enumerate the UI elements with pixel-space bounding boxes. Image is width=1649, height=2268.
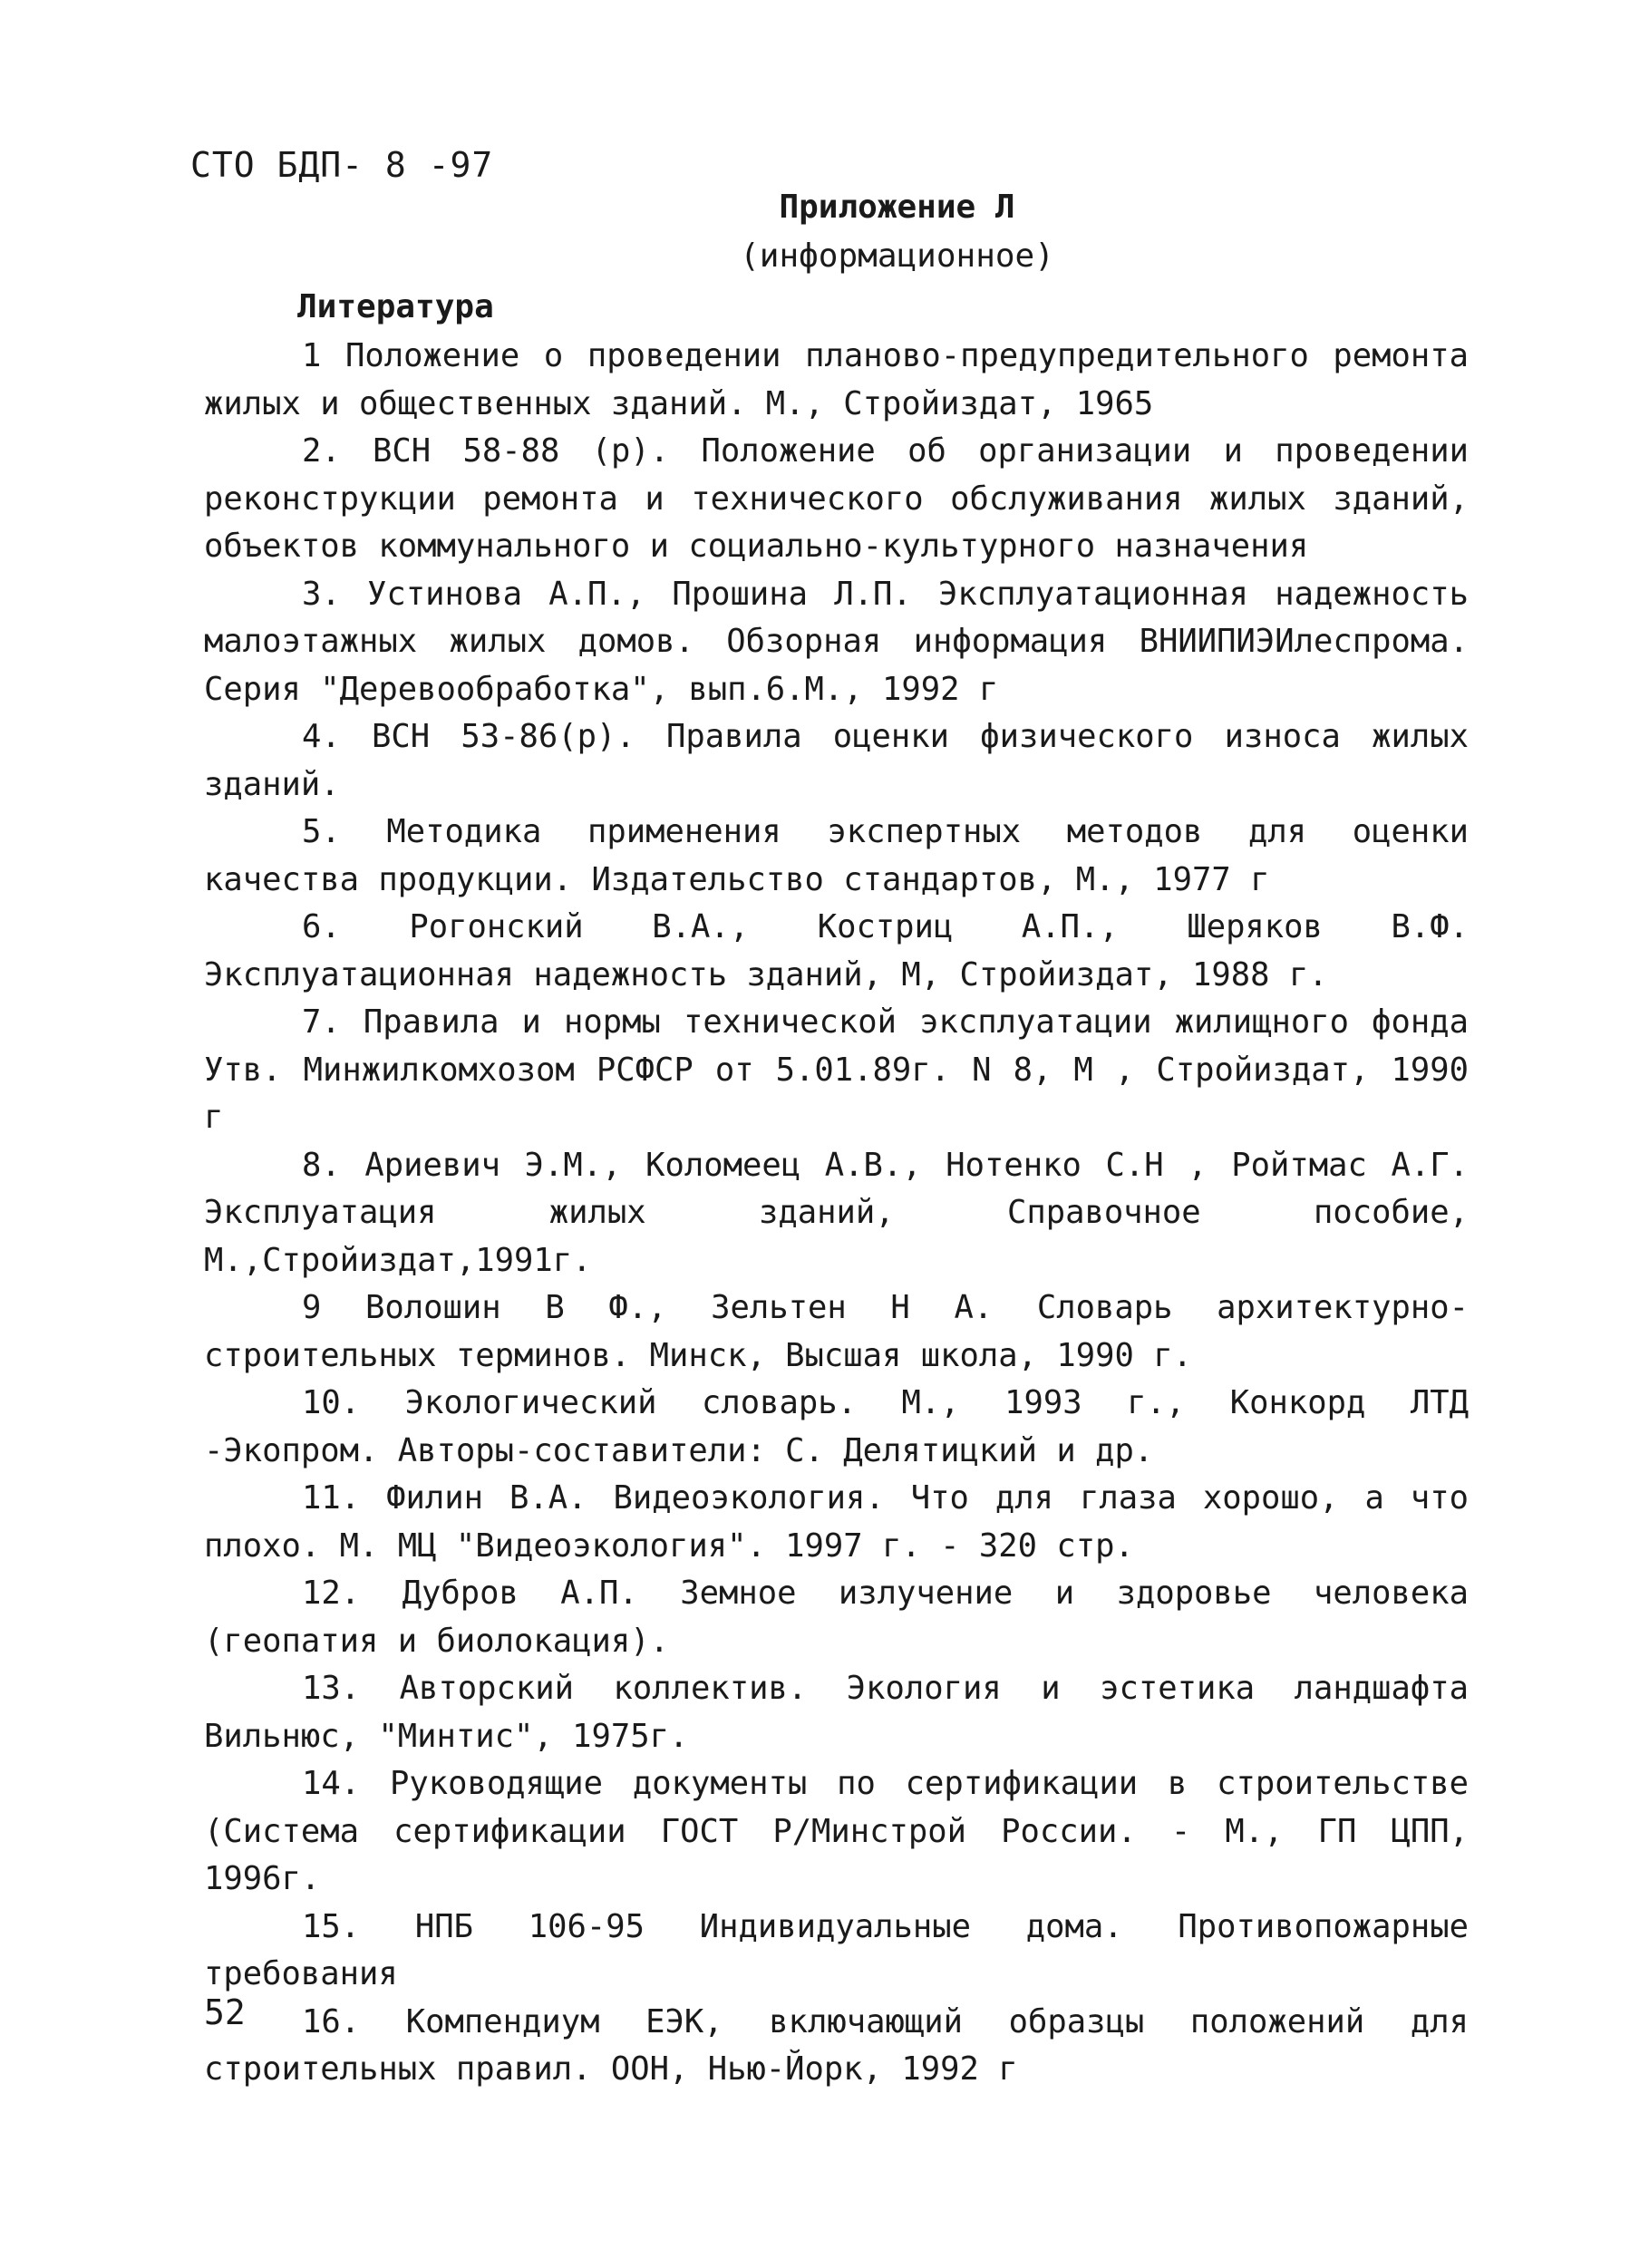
reference-item: 12. Дубров А.П. Земное излучение и здоровье человека (геопатия и биолокация). [204, 1575, 1469, 1660]
appendix-subtitle: (информационное) [740, 237, 1054, 275]
reference-item: 7. Правила и нормы технической эксплуатации жилищного фонда Утв. Минжилкомхозом РСФСР от 5.01.89г. N 8, М , Стройиздат, 1990 г [204, 1003, 1469, 1136]
page-number: 52 [204, 1992, 246, 2032]
appendix-title: Приложение Л [779, 189, 1015, 226]
reference-item: 13. Авторский коллектив. Экология и эстетика ландшафта Вильнюс, "Минтис", 1975г. [204, 1670, 1469, 1755]
reference-item: 8. Ариевич Э.М., Коломеец А.В., Нотенко С.Н , Ройтмас А.Г. Эксплуатация жилых зданий, Справочное пособие, М.,Стройиздат,1991г. [204, 1146, 1469, 1279]
reference-item: 6. Рогонский В.А., Костриц А.П., Шеряков В.Ф. Эксплуатационная надежность зданий, М, Стройиздат, 1988 г. [204, 908, 1469, 993]
reference-list [204, 333, 1469, 2094]
reference-item: 16. Компендиум ЕЭК, включающий образцы положений для строительных правил. ООН, Нью-Йорк, 1992 г [204, 2002, 1469, 2088]
reference-item: 10. Экологический словарь. М., 1993 г., Конкорд ЛТД -Экопром. Авторы-составители: С. Делятицкий и др. [204, 1384, 1469, 1469]
reference-item: 14. Руководящие документы по сертификации в строительстве (Система сертификации ГОСТ Р/Минстрой России. - М., ГП ЦПП, 1996г. [204, 1765, 1469, 1897]
reference-item: 4. ВСН 53-86(р). Правила оценки физического износа жилых зданий. [204, 718, 1469, 803]
reference-item: 1 Положение о проведении планово-предупредительного ремонта жилых и общественных зданий. М., Стройиздат, 1965 [204, 337, 1469, 422]
reference-item: 9 Волошин В Ф., Зельтен Н А. Словарь архитектурно-строительных терминов. Минск, Высшая школа, 1990 г. [204, 1289, 1469, 1374]
reference-item: 11. Филин В.А. Видеоэкология. Что для глаза хорошо, а что плохо. М. МЦ "Видеоэкология". 1997 г. - 320 стр. [204, 1479, 1469, 1565]
reference-item: 15. НПБ 106-95 Индивидуальные дома. Противопожарные требования [204, 1907, 1469, 1992]
reference-item: 5. Методика применения экспертных методов для оценки качества продукции. Издательство стандартов, М., 1977 г [204, 813, 1469, 898]
document-code: СТО БДП- 8 -97 [190, 145, 494, 185]
reference-item: 2. ВСН 58-88 (р). Положение об организации и проведении реконструкции ремонта и технического обслуживания жилых зданий, объектов коммунального и социально-культурного назначения [204, 432, 1469, 565]
reference-item: 3. Устинова А.П., Прошина Л.П. Эксплуатационная надежность малоэтажных жилых домов. Обзорная информация ВНИИПИЭИлеспрома. Серия "Деревообработка", вып.6.М., 1992 г [204, 575, 1469, 708]
literature-heading: Литература [297, 288, 494, 325]
